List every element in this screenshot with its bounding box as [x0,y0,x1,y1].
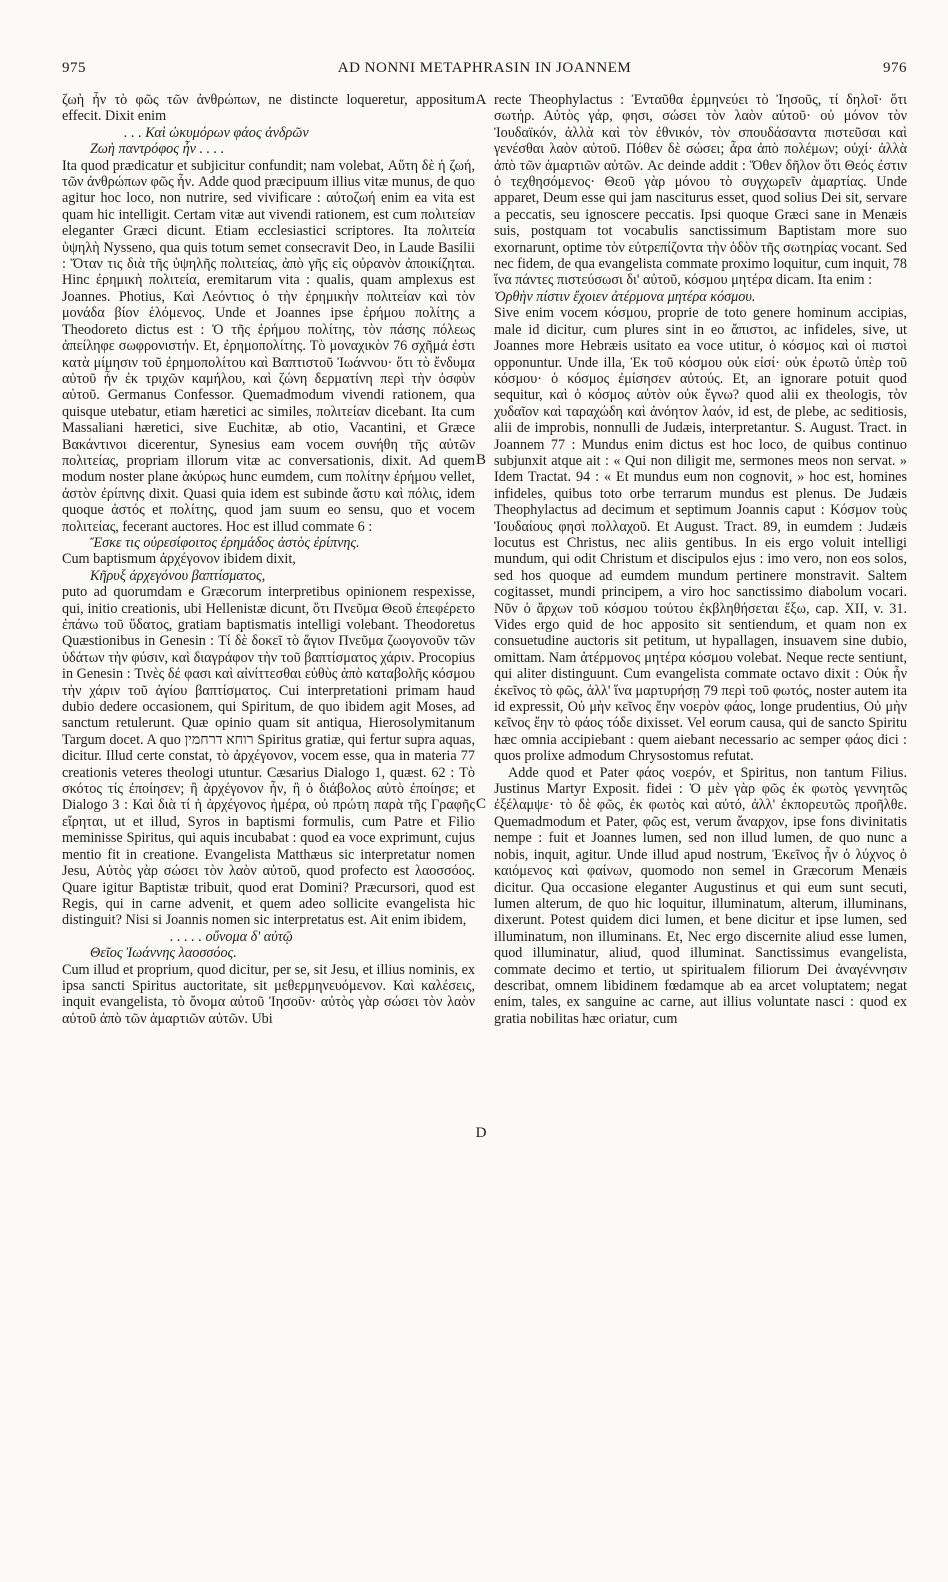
paragraph: Cum baptismum ἀρχέγονον ibidem dixit, [62,551,296,568]
margin-marker-b: B [475,452,486,468]
verse-line: . . . Καὶ ὠκυμόρων φάος ἀνδρῶν [124,124,309,141]
verse-line: Ζωὴ παντρόφος ἦν . . . . [90,141,225,158]
verse-line: . . . . . οὔνομα δ' αὐτῷ [170,928,293,945]
paragraph: Ita quod prædicatur et subjicitur confundit; nam volebat, Αὕτη δὲ ἡ ζωή, τῶν ἀνθρώπων φῶς ἦν. Adde quod præcipuum illius vitæ munus, de quo agitur hoc loco, non nutrire, sed vivificare : αὐτοζωή enim ea vita est quam hic intelligit. Certam vitæ aut vivendi rationem, est cum πολιτείαν eleganter Græci dicunt. Etiam ecclesiastici scriptores. Ita πολιτεία ὑψηλὴ Nysseno, qua quis totum semet consecravit Deo, in Laude Basilii : Ὅταν τις διὰ τῆς ὑψηλῆς πολιτείας, ἀπὸ γῆς εἰς οὐρανὸν ἀποικίζηται. Hinc ἐρημικὴ πολιτεία, eremitarum vita : qualis, quam amplexus est Joannes. Photius, Καὶ Λεόντιος ὁ τὴν ἐρημικὴν πολιτείαν καὶ τὸν μονάδα βίον ἑλόμενος. Unde et Joannes ipse ἐρήμου πολίτης a Theodoreto dictus est : Ὁ τῆς ἐρήμου πολίτης, τὸν πάσης πόλεως ἀπείληφε σωφρονιστήν. Et, ἐρημοπολίτης. Τὸ μοναχικὸν 76 σχῆμά ἐστι κατὰ μίμησιν τοῦ ἐρημοπολίτου καὶ Βαπτιστοῦ Ἰωάννου· ὅτι τὸ ἔνδυμα αὐτοῦ ἦν ἐκ τριχῶν καμήλου, καὶ ζώνη δερματίνη περὶ τὴν ὀσφὺν αὐτοῦ. Germanus Confessor. Quemadmodum vivendi rationem, qua quisque utebatur, etiam hæretici ac similes, πολιτείαν dicebant. Ita cum Massaliani hæretici, sive Euchitæ, ab otio, Vacantini, et Græce Βακάντινοι dicerentur, Synesius eam vocem συνήθη τῆς αὐτῶν πολιτείας, propriam illorum vitæ ac conversationis, dixit. Ad quem modum noster plane ἀκύρως hunc eumdem, cum πολίτην ἐρήμου vellet, ἀστὸν ἐρίπνης dixit. Quasi quia idem est subinde ἄστυ καὶ πόλις, idem quoque ἀστός et πολίτης, quod jam suum eo sensu, quo et vocem πολιτείας, fecerant auctores. Hoc est illud commate 6 : [62,157,475,535]
page-number-right: 976 [883,60,907,76]
paragraph: Cum illud et proprium, quod dicitur, per se, sit Jesu, et illius nominis, ex ipsa sancti Spiritus auctoritate, sit μεθερμηνευόμενον. Καὶ καλέσεις, inquit evangelista, τὸ ὄνομα αὐτοῦ Ἰησοῦν· αὐτὸς γὰρ σώσει τὸν λαὸν αὐτοῦ ἀπὸ τῶν ἁμαρτιῶν αὐτῶν. Ubi [62,961,475,1027]
paragraph: ζωὴ ἦν τὸ φῶς τῶν ἀνθρώπων, ne distincte loqueretur, appositum effecit. Dixit enim [62,92,475,125]
verse-line: Θεῖος Ἰωάννης λαοσσόος. [90,945,237,962]
left-column [62,92,475,1562]
verse-line: Κῆρυξ ἀρχεγόνου βαπτίσματος, [90,567,266,584]
paragraph: Adde quod et Pater φάος νοερόν, et Spiritus, non tantum Filius. Justinus Martyr Exposit. fidei : Ὁ μὲν γὰρ φῶς ἐκ φωτὸς γεννητῶς ἐξέλαμψε· τὸ δὲ φῶς, ἐκ φωτὸς καὶ αὐτό, ἀλλ' ἐκπορευτῶς προῆλθε. Quemadmodum et Pater, φῶς est, verum ἄναρχον, ipse fons divinitatis nempe : fuit et Joannes lumen, sed non illud lumen, de quo nunc a nobis, inquit, agitur. Unde illud apud nostrum, Ἐκεῖνος ἦν ὁ λύχνος ὁ καιόμενος καὶ φαίνων, quomodo non semel in Græcorum Menæis dicitur. Qua occasione eleganter Augustinus et qui eum sunt secuti, lumen alterum, de quo hic loquitur, illuminatum, alterum, illuminans, dixerunt. Potest quidem dici lumen, et bene dicitur et ipse lumen, sed illuminatum, non illuminans. Et, Nec ergo discernite aliud esse lumen, quod illuminatur, aliud, quod illuminat. Sanctissimus evangelista, commate decimo et tertio, ut spiritualem filiorum Dei ἀναγέννησιν describat, omnem libidinem fœdamque ab ea arcet voluptatem; negat enim, tales, ex sanguine ac carne, aut illius voluntate nasci : quod ex gratia nobilitas hæc oriatur, cum [494,764,907,1027]
paragraph: puto ad quorumdam e Græcorum interpretibus opinionem respexisse, qui, initio creationis, ubi Hellenistæ dicunt, ὅτι Πνεῦμα Θεοῦ ἐπεφέρετο ἐπάνω τοῦ ὕδατος, gratiam baptismatis intelligi volebant. Theodoretus Quæstionibus in Genesin : Τί δὲ δοκεῖ τὸ ἅγιον Πνεῦμα ζωογονοῦν τῶν ὑδάτων τὴν φύσιν, καὶ διαγράφον τὴν τοῦ βαπτίσματος χάριν. Procopius in Genesin : Τινὲς δέ φασι καὶ αἰνίττεσθαι εὐθὺς ἀπὸ καταβολῆς κόσμου τὴν χάριν τοῦ ἁγίου βαπτίσματος. Cui interpretationi primam haud dubio dedere occasionem, qui Spiritum, de quo ibidem agit Moses, ad sanctum retulerunt. Quæ opinio quam sit antiqua, Hierosolymitanum Targum docet. A quo רוחא דרחמין Spiritus gratiæ, qui fertur supra aquas, dicitur. Illud certe constat, τὸ ἀρχέγονον, vocem esse, qua in materia 77 creationis veteres theologi utuntur. Cæsarius Dialogo 1, quæst. 62 : Τὸ σκότος τίς ἐποίησεν; ἢ ἀρχέγονον ἦν, ἢ ὁ διάβολος αὐτὸ ἐποίησε; et Dialogo 3 : Καὶ διὰ τί ἡ ἀρχέγονος ἡμέρα, οὐ πρώτη παρὰ τῆς Γραφῆς εἴρηται, ut et illud, Syros in baptismi formulis, cum Patre et Filio meminisse Spiritus, qui aquis incubabat : quod ea voce exprimunt, cujus mentio fit in creatione. Evangelista Matthæus sic interpretatur nomen Jesu, Αὐτὸς γὰρ σώσει τὸν λαὸν αὐτοῦ, quod profecto est λαοσσόος. Quare igitur Baptistæ tribuit, quod erat Domini? Præcursori, quod est Regis, qui in carne advenit, et quem adeo sollicite evangelista hic distinguit? Nisi si Joannis nomen sic interpretatus est. Ait enim ibidem, [62,584,475,929]
running-title: AD NONNI METAPHRASIN IN JOANNEM [337,60,632,76]
paragraph: Sive enim vocem κόσμου, proprie de toto genere hominum accipias, male id dicitur, cum plures sint in eo ἄπιστοι, ac infideles, sive, ut Joannes more Hebræis usitato ea voce utitur, ὁ κόσμος καὶ οἱ πιστοὶ opponuntur. Unde illa, Ἐκ τοῦ κόσμου οὐκ εἰσί· οὐκ ἐρωτῶ ὑπὲρ τοῦ κόσμου· ὁ κόσμος ἐμίσησεν αὐτούς. Et, an ignorare potuit quod sequitur, καὶ ὁ κόσμος αὐτὸν οὐκ ἔγνω? quod alii ex theologis, τὸν χυδαῖον καὶ ταραχώδη καὶ ἀνόητον λαόν, id est, de plebe, ac seditiosis, alii de improbis, nonnulli de Judæis, interpretantur. S. August. Tract. in Joannem 77 : Mundus enim dictus est hoc loco, de quibus continuo subjunxit atque ait : « Qui non diligit me, sermones meos non servat. » Idem Tractat. 94 : « Et mundus eum non cognovit, » hoc est, homines infideles, quibus toto orbe terrarum mundus est plenus. De Judæis Theophylactus ad decimum et septimum Joannis caput : Κόσμον τοὺς Ἰουδαίους φησὶ πολλαχοῦ. Et August. Tract. 89, in eumdem : Judæis locutus est Christus, nec aliis gentibus. In eis ergo voluit intelligi mundum, qui odit Christum et discipulos ejus : imo vero, non eos solos, sed hos quoque ad eumdem mundum pertinere monstravit. Saltem cogitasset, mundi principem, a viro hoc sanctissimo diabolum vocari. Νῦν ὁ ἄρχων τοῦ κόσμου τούτου ἐκβληθήσεται ἔξω, cap. XII, v. 31. Vides ergo quid de hoc apposito sit sentiendum, et quam non ex consuetudine auctoris sit petitum, ut hypallagen, insuavem sine dubio, omittam. Nam ἀτέρμονος μητέρα κόσμου volebat. Neque recte sentiunt, qui aliter distinguunt. Cum evangelista commate octavo dixit : Οὐκ ἦν ἐκεῖνος τὸ φῶς, ἀλλ' ἵνα μαρτυρήσῃ 79 περὶ τοῦ φωτός, noster autem ita id expressit, Οὐ μὴν κεῖνος ἔην νοερὸν φάος, longe prudentius, Οὐ μὴν κεῖνος ἔην τὸ φάος τόδε dixisset. Vel eorum causa, qui de sancto Spiritu hæc omnia accipiebant : quem aiebant necessario ac semper φάος dici : quos prolixe admodum Chrysostomus refutat. [494,305,907,765]
running-header [62,60,907,82]
right-column [494,92,907,1562]
verse-line: Ὀρθὴν πίστιν ἔχοιεν ἀτέρμονα μητέρα κόσμου. [494,288,756,305]
paragraph: recte Theophylactus : Ἐνταῦθα ἑρμηνεύει τὸ Ἰησοῦς, τί δηλοῖ· ὅτι σωτήρ. Αὐτὸς γάρ, φησι, σώσει τὸν λαὸν αὐτοῦ· οὐ μόνον τὸν Ἰουδαϊκόν, ἀλλὰ καὶ τὸν ἐθνικόν, τὸν σπουδάσαντα πιστεῦσαι καὶ γενέσθαι λαὸν αὐτοῦ. Πόθεν δὲ σώσει; ἆρα ἀπὸ πολέμων; οὐχί· ἀλλὰ ἀπὸ τῶν ἁμαρτιῶν αὐτῶν. Ac deinde addit : Ὅθεν δῆλον ὅτι Θεός ἐστιν ὁ τεχθησόμενος· Θεοῦ γὰρ μόνου τὸ συγχωρεῖν ἁμαρτίας. Unde apparet, Deum esse qui jam nasciturus esset, quod solius Dei sit, servare a peccatis, seu ignoscere peccatis. Ipsi quoque Græci sane in Menæis suis, postquam tot vocabulis sanctissimum Baptistam more suo exornarunt, optime τὸν εὐτρεπίζοντα τὴν ὁδὸν τῆς σωτηρίας vocant. Sed nec fidem, de qua evangelista commate proximo loquitur, cum inquit, 78 ἵνα πάντες πιστεύσωσι δι' αὐτοῦ, κόσμου μητέρα dicam. Ita enim : [494,92,907,289]
margin-marker-a: A [475,92,487,108]
margin-marker-d: D [475,1125,487,1141]
verse-line: Ἔσκε τις οὐρεσίφοιτος ἐρημάδος ἀστὸς ἐρίπνης. [90,534,360,551]
page-number-left: 975 [62,60,86,76]
margin-marker-c: C [475,796,486,812]
